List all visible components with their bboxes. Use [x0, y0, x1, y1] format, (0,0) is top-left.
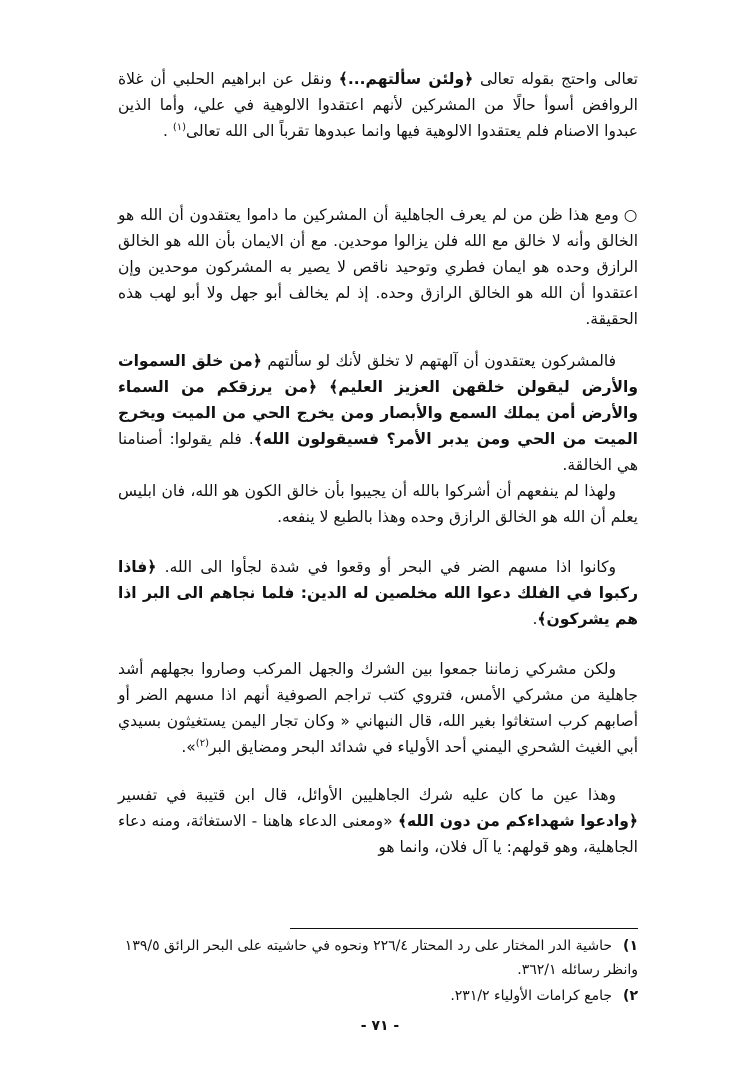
footnote-1 [118, 934, 638, 982]
paragraph-4 [118, 478, 638, 530]
p3-text-b: . فلم يقولوا: أصنامنا هي الخالقة. [118, 430, 638, 474]
footnote-1-number: ١) [623, 938, 638, 954]
footnote-ref-2[interactable]: (٢) [195, 737, 209, 749]
footnote-2-number: ٢) [623, 988, 638, 1004]
paragraph-6 [118, 656, 638, 760]
p6-text-b: ». [181, 738, 196, 756]
p5-quran-quote: ﴿فاذا ركبوا في الفلك دعوا الله مخلصين له الدين: فلما نجاهم الى البر اذا هم يشركون﴾ [118, 558, 638, 628]
footnote-ref-1[interactable]: (١) [172, 121, 186, 133]
p5-text-a: وكانوا اذا مسهم الضر في البحر أو وقعوا في شدة لجأوا الى الله. [156, 558, 616, 576]
p5-text-b: . [532, 610, 538, 628]
p3-text-a: فالمشركون يعتقدون أن آلهتهم لا تخلق لأنك لو سألتهم [261, 352, 616, 370]
p2-text: ومع هذا ظن من لم يعرف الجاهلية أن المشركين ما داموا يعتقدون أن الله هو الخالق وأنه لا خالق مع الله فلن يزالوا موحدين. مع أن الايمان بأن الله هو الخالق الرازق وحده هو ايمان فطري وتوحيد ناقص لا يصير به المشركون موحدين وإن اعتقدوا أن الله هو الخالق الرازق وحده. إذ لم يخالف أبو جهل ولا أبو لهب هذه الحقيقة. [118, 206, 638, 328]
p1-quran-quote: ﴿ولئن سألتهم...﴾ [338, 70, 474, 88]
paragraph-7 [118, 782, 638, 860]
footnote-divider [290, 928, 638, 929]
p7-quran-quote: ﴿وادعوا شهداءكم من دون الله﴾ [397, 812, 638, 830]
paragraph-2 [118, 202, 638, 332]
footnote-2 [118, 984, 638, 1008]
paragraph-3 [118, 348, 638, 478]
p7-text-a: وهذا عين ما كان عليه شرك الجاهليين الأوائل، قال ابن قتيبة في تفسير [118, 786, 616, 804]
footnote-1-text: حاشية الدر المختار على رد المحتار ٢٢٦/٤ ونحوه في حاشيته على البحر الرائق ١٣٩/٥ وانظر رسائله ٣٦٢/١. [124, 938, 638, 978]
p3-quran-quote: ﴿من خلق السموات والأرض ليقولن خلقهن العزيز العليم﴾ ﴿من يرزقكم من السماء والأرض أمن يملك السمع والأبصار ومن يخرج الحي من الميت ويخرج الميت من الحي ومن يدبر الأمر؟ فسيقولون الله﴾ [118, 352, 638, 448]
p1-text-end: . [162, 122, 173, 140]
p6-text-a: ولكن مشركي زماننا جمعوا بين الشرك والجهل المركب وصاروا بجهلهم أشد جاهلية من مشركي الأمس، فتروي كتب تراجم الصوفية أنهم اذا مسهم الضر أو أصابهم كرب استغاثوا بغير الله، قال النبهاني « وكان تجار اليمن يستغيثون بسيدي أبي الغيث الشحري اليمني أحد الأولياء في شدائد البحر ومضايق البر [118, 660, 638, 756]
p1-text-a: تعالى واحتج بقوله تعالى [473, 70, 638, 88]
p7-text-b: «ومعنى الدعاء هاهنا - الاستغاثة، ومنه دعاء الجاهلية، وهو قولهم: يا آل فلان، وانما هو [118, 812, 638, 856]
paragraph-1 [118, 66, 638, 144]
p4-text: ولهذا لم ينفعهم أن أشركوا بالله أن يجيبوا بأن خالق الكون هو الله، فان ابليس يعلم أن الله هو الخالق الرازق وحده وهذا بالطبع لا ينفعه. [118, 482, 638, 526]
footnote-2-text: جامع كرامات الأولياء ٢٣١/٢. [450, 988, 612, 1004]
page-number: - ٧١ - [360, 1018, 400, 1034]
paragraph-5 [118, 554, 638, 632]
circle-bullet-icon: ○ [623, 206, 638, 224]
p1-text-b: ونقل عن ابراهيم الحلبي أن غلاة الروافض أسوأ حالًا من المشركين لأنهم اعتقدوا الالوهية في علي، وأما الذين عبدوا الاصنام فلم يعتقدوا الالوهية فيها وانما عبدوها تقرباً الى الله تعالى [118, 70, 638, 140]
